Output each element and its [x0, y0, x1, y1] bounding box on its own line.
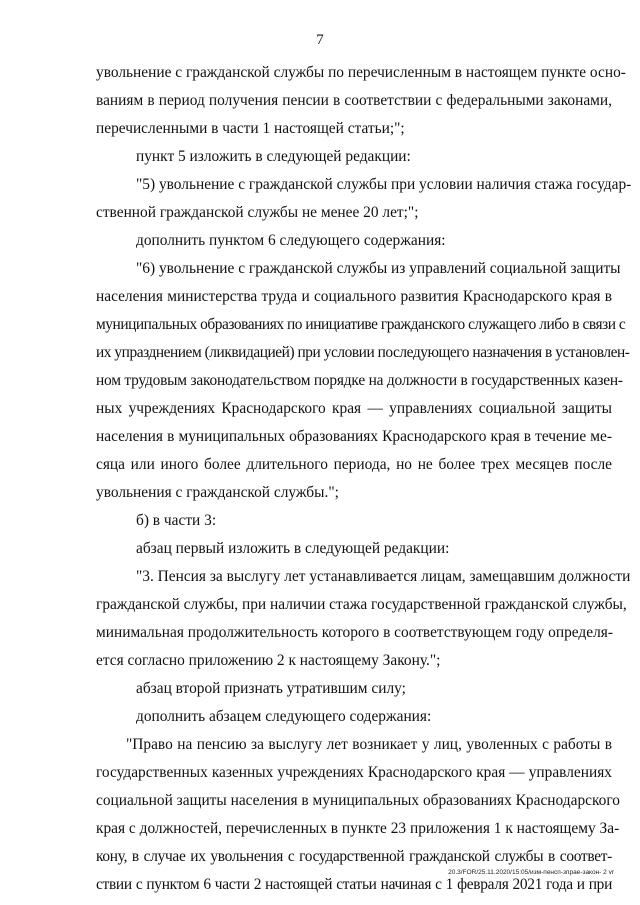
text-line: дополнить абзацем следующего содержания: — [136, 708, 432, 725]
text-line: ствии с пунктом 6 части 2 настоящей статьи начиная с 1 февраля 2021 года и при — [96, 876, 612, 893]
text-line: ном трудовым законодательством порядке на должности в государственных казен- — [96, 372, 623, 389]
text-line: социальной защиты населения в муниципальных образованиях Краснодарского — [96, 792, 620, 809]
text-line: населения министерства труда и социального развития Краснодарского края в — [96, 288, 612, 305]
text-line: края с должностей, перечисленных в пункте 23 приложения 1 к настоящему За- — [96, 820, 620, 837]
text-line: минимальная продолжительность которого в соответствующем году определя- — [96, 624, 613, 641]
text-line: государственных казенных учреждениях Краснодарского края — управлениях — [96, 764, 612, 781]
text-line: абзац второй признать утратившим силу; — [136, 680, 406, 697]
text-line: "3. Пенсия за выслугу лет устанавливается лицам, замещавшим должности — [136, 568, 631, 585]
text-line: кону, в случае их увольнения с государственной гражданской службы в соответ- — [96, 848, 612, 865]
text-line: муниципальных образованиях по инициативе гражданского служащего либо в связи с — [96, 316, 626, 333]
text-line: сяца или иного более длительного периода, но не более трех месяцев после — [96, 456, 612, 473]
text-line: их упразднением (ликвидацией) при условии последующего назначения в установлен- — [96, 344, 630, 361]
text-line: ваниям в период получения пенсии в соответствии с федеральными законами, — [96, 92, 612, 109]
text-line: пункт 5 изложить в следующей редакции: — [136, 148, 411, 165]
text-line: перечисленными в части 1 настоящей статьи;"; — [96, 120, 405, 137]
text-line: увольнение с гражданской службы по перечисленным в настоящем пункте осно- — [96, 64, 626, 81]
text-line: абзац первый изложить в следующей редакции: — [136, 540, 450, 557]
text-line: "5) увольнение с гражданской службы при условии наличия стажа государ- — [136, 176, 632, 193]
page-number: 7 — [316, 32, 324, 48]
text-line: ется согласно приложению 2 к настоящему Закону."; — [96, 652, 441, 669]
text-line: "6) увольнение с гражданской службы из управлений социальной защиты — [136, 260, 621, 277]
text-line: "Право на пенсию за выслугу лет возникает у лиц, уволенных с работы в — [126, 736, 612, 753]
text-line: б) в части 3: — [136, 512, 217, 529]
text-line: населения в муниципальных образованиях Краснодарского края в течение ме- — [96, 428, 612, 445]
document-footer-code: 20.3/FOR/25.11.2020/15:05/изм-пенсп-зпрае-закон- 2 vr — [448, 869, 614, 876]
text-line: гражданской службы, при наличии стажа государственной гражданской службы, — [96, 596, 627, 613]
text-line: увольнения с гражданской службы."; — [96, 484, 339, 501]
text-line: ственной гражданской службы не менее 20 лет;"; — [96, 204, 419, 221]
text-line: дополнить пунктом 6 следующего содержания: — [136, 232, 446, 249]
text-line: ных учреждениях Краснодарского края — управлениях социальной защиты — [96, 400, 612, 417]
